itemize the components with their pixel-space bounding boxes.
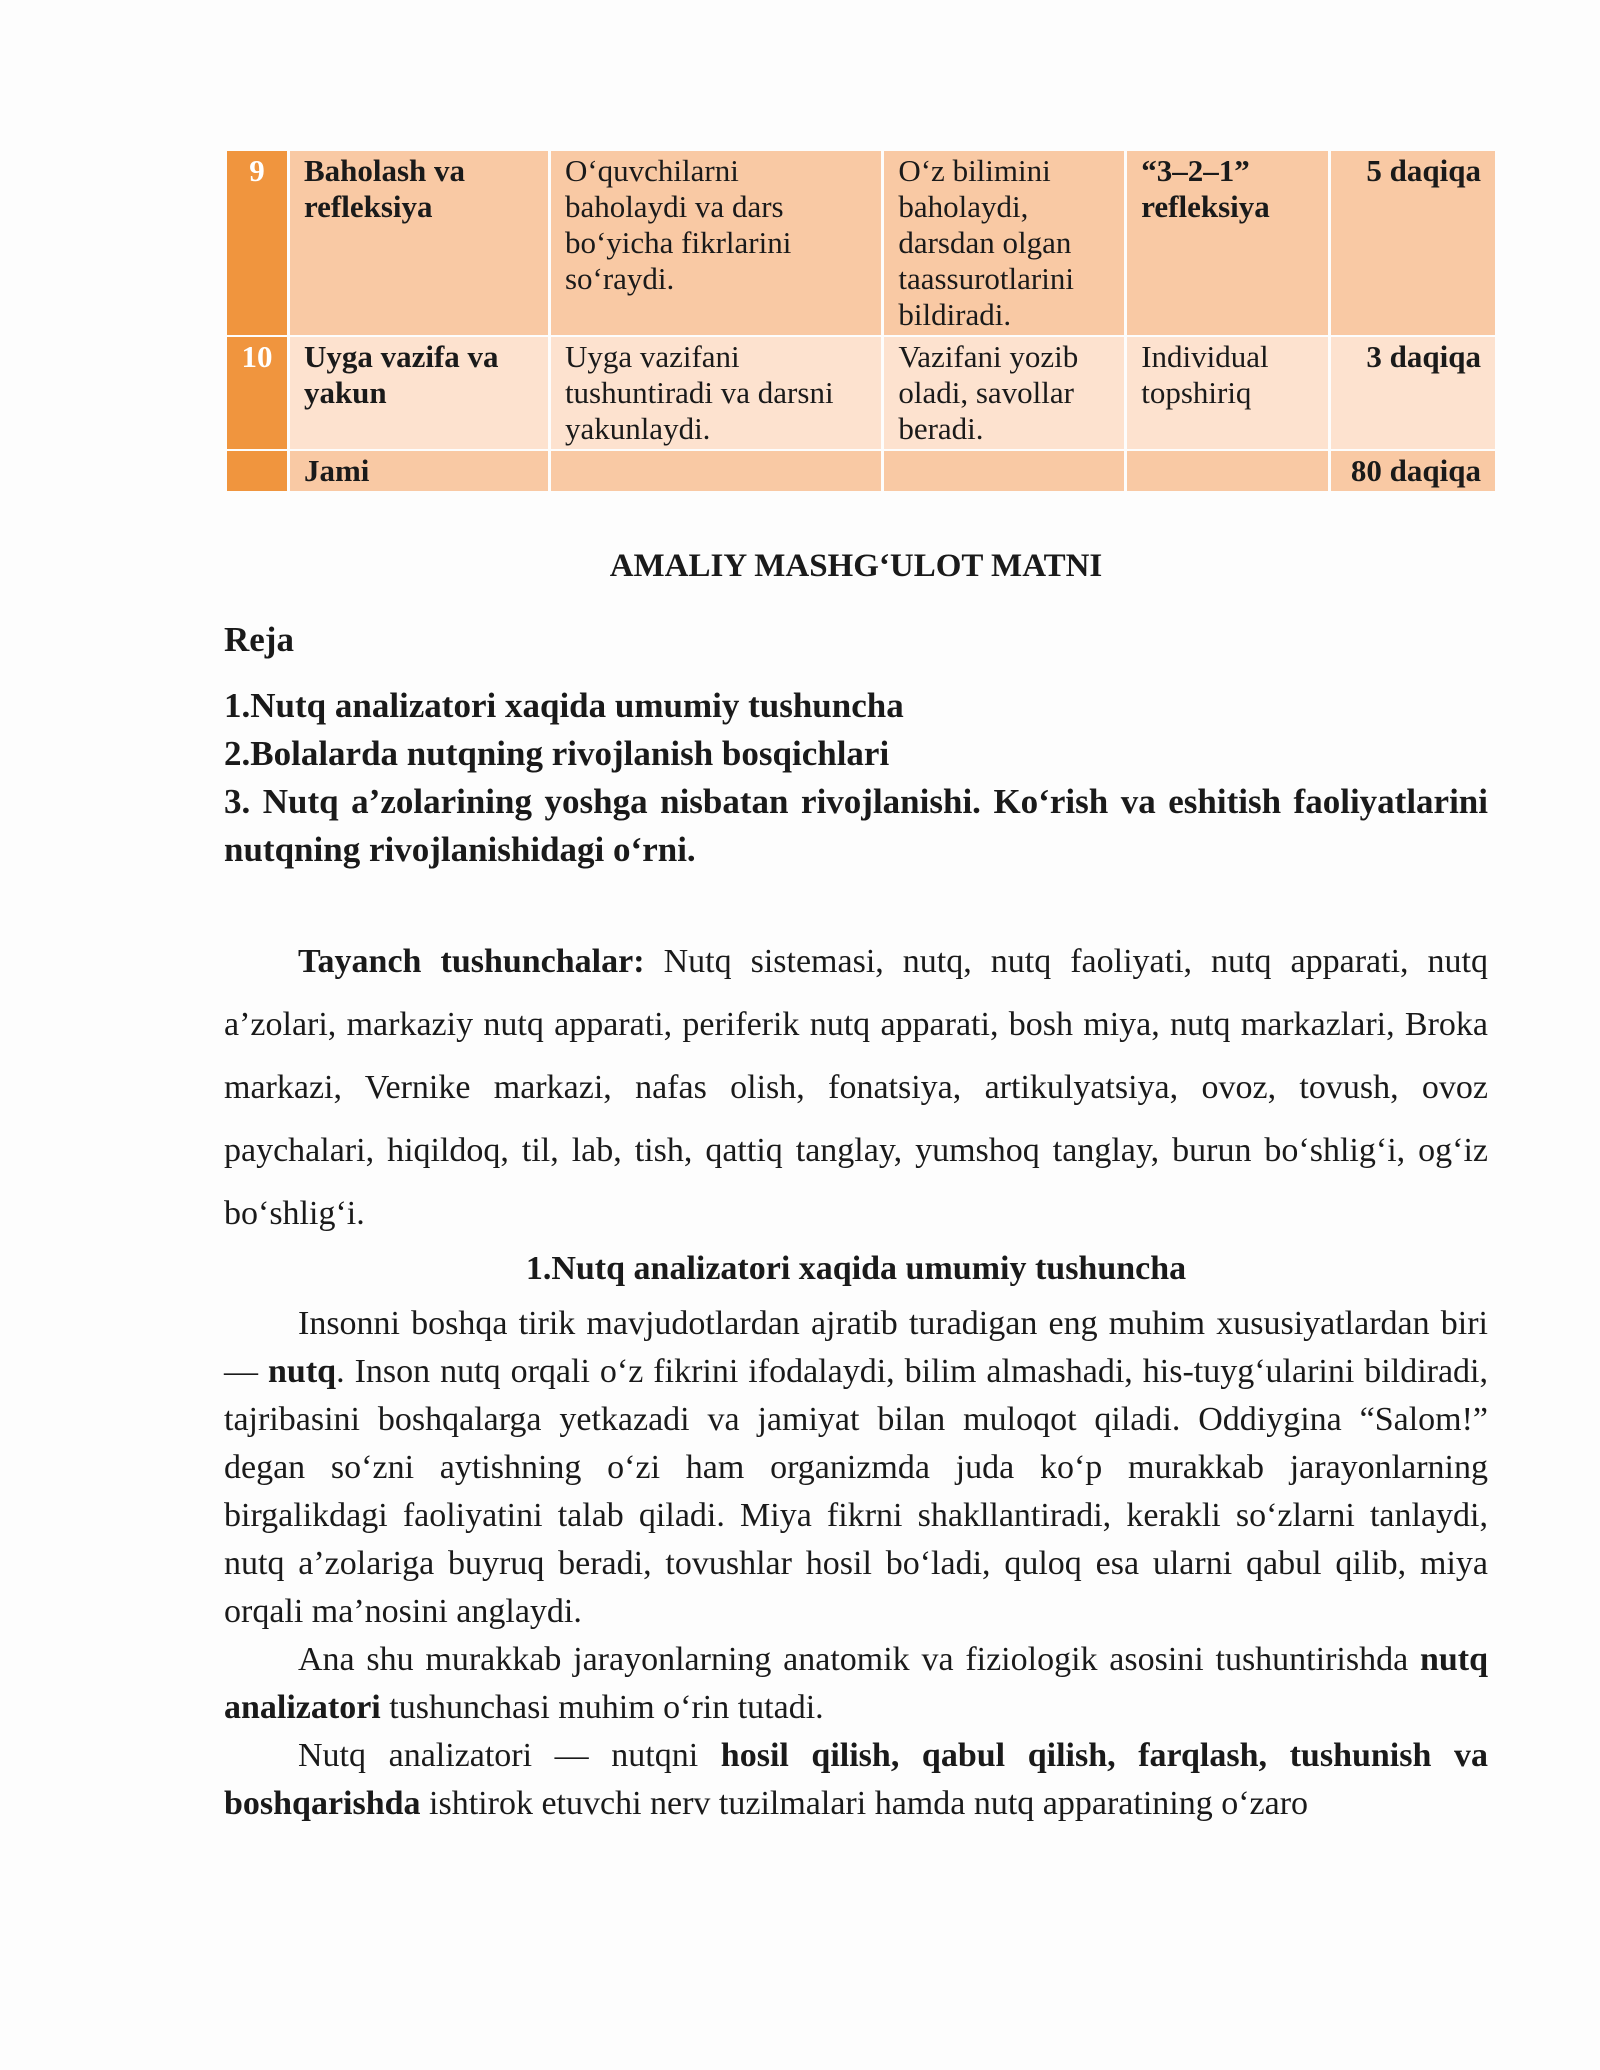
keywords-text: Nutq sistemasi, nutq, nutq faoliyati, nutq apparati, nutq a’zolari, markaziy nutq apparati, periferik nutq apparati, bosh miya, nutq markazlari, Broka markazi, Vernike markazi, nafas olish, fonatsiya, artikulyatsiya, ovoz, tovush, ovoz paychalari, hiqildoq, til, lab, tish, qattiq tanglay, yumshoq tanglay, burun bo‘shlig‘i, og‘iz bo‘shlig‘i. (224, 943, 1488, 1232)
row-number-empty (227, 451, 287, 491)
empty-cell (1127, 451, 1327, 491)
teacher-activity-cell: O‘quvchilarni baholaydi va dars bo‘yicha fikrlarini so‘raydi. (551, 151, 881, 335)
paragraph-text: Ana shu murakkab jarayonlarning anatomik va fiziologik asosini tushuntirishda (298, 1641, 1420, 1678)
stage-cell: Baholash va refleksiya (290, 151, 548, 335)
empty-cell (551, 451, 881, 491)
table-row (227, 337, 1495, 449)
paragraph (224, 1300, 1488, 1636)
plan-item: 3. Nutq a’zolarining yoshga nisbatan rivojlanishi. Ko‘rish va eshitish faoliyatlarini nutqning rivojlanishidagi o‘rni. (224, 782, 1488, 869)
teacher-activity-cell: Uyga vazifani tushuntiradi va darsni yakunlaydi. (551, 337, 881, 449)
empty-cell (884, 451, 1124, 491)
paragraph (224, 1636, 1488, 1732)
paragraph-text: Insonni boshqa tirik mavjudotlardan ajratib turadigan eng muhim xususiyatlardan biri — (224, 1305, 1488, 1390)
keywords-label: Tayanch tushunchalar: (298, 943, 645, 980)
stage-cell: Uyga vazifa va yakun (290, 337, 548, 449)
row-number: 9 (227, 151, 287, 335)
plan-list (224, 682, 1488, 874)
plan-title: Reja (224, 620, 294, 659)
total-row (227, 451, 1495, 491)
plan-item: 1.Nutq analizatori xaqida umumiy tushuncha (224, 686, 904, 725)
table-row (227, 151, 1495, 335)
paragraph-bold: nutq analizatori (224, 1641, 1488, 1726)
method-cell: Individual topshiriq (1127, 337, 1327, 449)
paragraph-bold: nutq (268, 1353, 337, 1390)
method-cell: “3–2–1” refleksiya (1127, 151, 1327, 335)
plan-item: 2.Bolalarda nutqning rivojlanish bosqichlari (224, 734, 890, 773)
time-cell: 3 daqiqa (1331, 337, 1495, 449)
total-time: 80 daqiqa (1331, 451, 1495, 491)
paragraph-text: . Inson nutq orqali o‘z fikrini ifodalaydi, bilim almashadi, his-tuyg‘ularini bildiradi, tajribasini boshqalarga yetkazadi va jamiyat bilan muloqot qiladi. Oddiygina “Salom!” degan so‘zni aytishning o‘zi ham organizmda juda ko‘p murakkab jarayonlarning birgalikdagi faoliyatini talab qiladi. Miya fikrni shakllantiradi, kerakli so‘zlarni tanlaydi, nutq a’zolariga buyruq beradi, tovushlar hosil bo‘ladi, quloq esa ularni qabul qilib, miya orqali ma’nosini anglaydi. (224, 1353, 1488, 1630)
paragraph-bold: hosil qilish, qabul qilish, farqlash, tushunish va boshqarishda (224, 1737, 1488, 1822)
lesson-plan-table (224, 149, 1498, 493)
total-label: Jami (290, 451, 548, 491)
paragraph-text: Nutq analizatori — nutqni (298, 1737, 721, 1774)
paragraph (224, 1732, 1488, 1828)
student-activity-cell: Vazifani yozib oladi, savollar beradi. (884, 337, 1124, 449)
paragraph-text: tushunchasi muhim o‘rin tutadi. (380, 1689, 824, 1726)
section-title: 1.Nutq analizatori xaqida umumiy tushuncha (525, 1250, 1187, 1287)
page-heading: AMALIY MASHG‘ULOT MATNI (609, 548, 1103, 584)
student-activity-cell: O‘z bilimini baholaydi, darsdan olgan taassurotlarini bildiradi. (884, 151, 1124, 335)
row-number: 10 (227, 337, 287, 449)
paragraph-text: ishtirok etuvchi nerv tuzilmalari hamda nutq apparatining o‘zaro (420, 1785, 1309, 1822)
time-cell: 5 daqiqa (1331, 151, 1495, 335)
keywords-paragraph (224, 930, 1488, 1245)
